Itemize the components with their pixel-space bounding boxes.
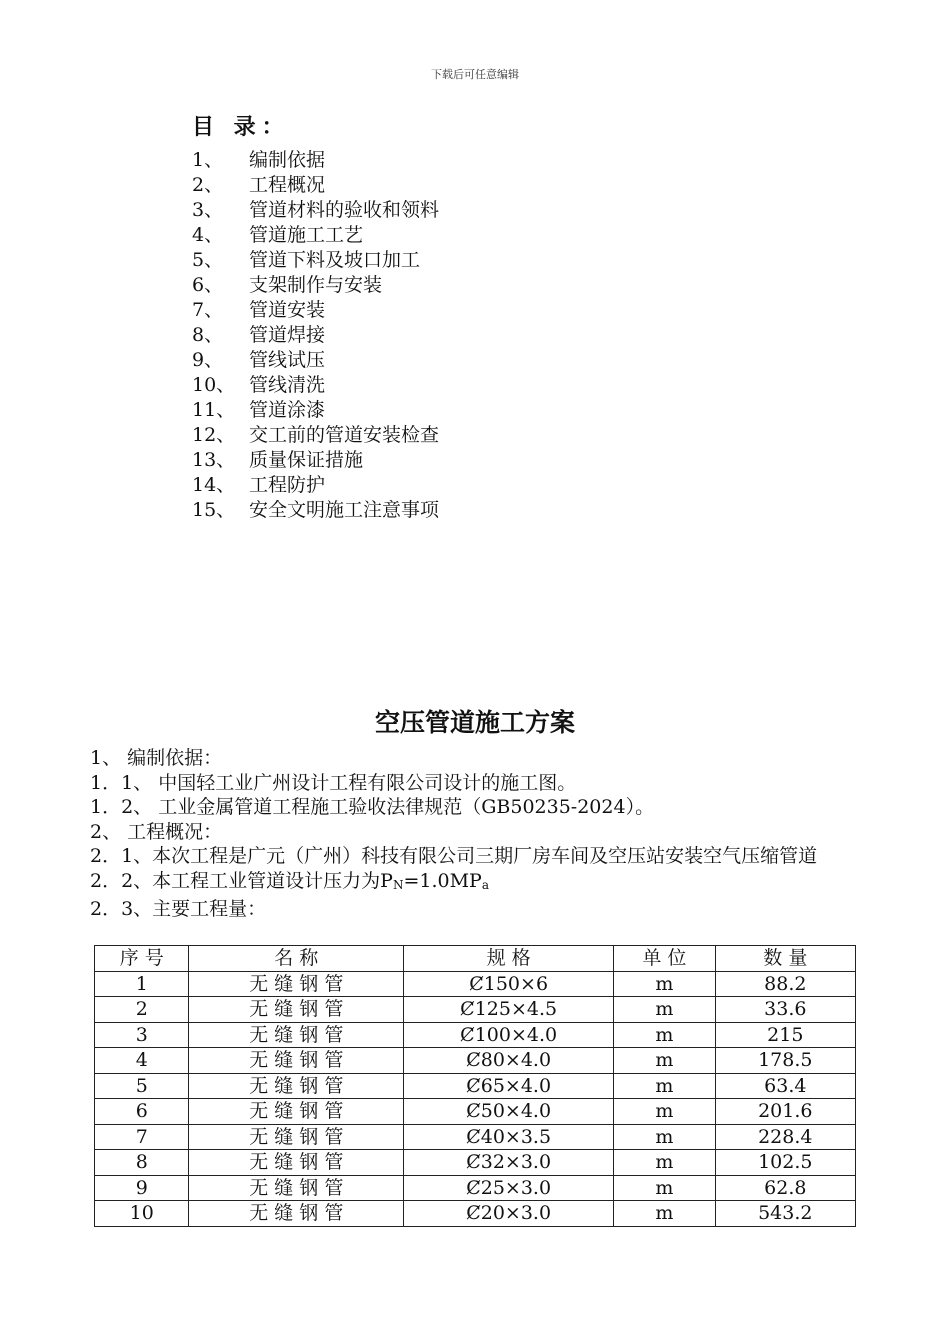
cell-unit: m [614, 1099, 715, 1125]
pressure-prefix: 2．2、本工程工业管道设计压力为P [90, 869, 393, 892]
cell-unit: m [614, 997, 715, 1023]
toc-item-number: 1、 [192, 149, 224, 171]
toc-item-text: 支架制作与安装 [249, 274, 383, 296]
header-note: 下载后可任意编辑 [431, 68, 519, 81]
cell-quantity: 63.4 [715, 1073, 855, 1099]
cell-index: 4 [95, 1048, 189, 1074]
column-header-quantity: 数 量 [715, 946, 855, 972]
cell-spec: Ȼ20×3.0 [404, 1201, 614, 1227]
cell-name: 无 缝 钢 管 [189, 1099, 404, 1125]
toc-item-number: 2、 [192, 174, 224, 196]
toc-list [192, 148, 439, 523]
paragraph-2-3: 2．3、主要工程量： [90, 898, 267, 920]
toc-item [192, 223, 439, 248]
cell-unit: m [614, 1124, 715, 1150]
toc-item-number: 5、 [192, 249, 224, 271]
section-heading-overview: 2、 工程概况： [90, 820, 223, 843]
cell-quantity: 178.5 [715, 1048, 855, 1074]
cell-unit: m [614, 1201, 715, 1227]
cell-quantity: 228.4 [715, 1124, 855, 1150]
toc-item-text: 管线试压 [249, 349, 326, 371]
cell-unit: m [614, 971, 715, 997]
toc-item-text: 编制依据 [249, 149, 326, 171]
cell-index: 1 [95, 971, 189, 997]
column-header-spec: 规 格 [404, 946, 614, 972]
toc-item-number: 8、 [192, 324, 224, 346]
toc-item-text: 管道涂漆 [249, 399, 326, 421]
pressure-value: =1.0MP [403, 869, 482, 892]
toc-item-number: 12、 [192, 424, 236, 446]
paragraph-2-1: 2．1、本次工程是广元（广州）科技有限公司三期厂房车间及空压站安装空气压缩管道 [90, 845, 818, 867]
toc-item-number: 7、 [192, 299, 224, 321]
cell-unit: m [614, 1022, 715, 1048]
quantity-table [94, 945, 856, 1227]
cell-name: 无 缝 钢 管 [189, 1175, 404, 1201]
toc-item [192, 198, 439, 223]
cell-index: 6 [95, 1099, 189, 1125]
cell-spec: Ȼ100×4.0 [404, 1022, 614, 1048]
toc-item-number: 10、 [192, 374, 236, 396]
toc-item [192, 448, 439, 473]
column-header-index: 序 号 [95, 946, 189, 972]
cell-unit: m [614, 1150, 715, 1176]
cell-unit: m [614, 1073, 715, 1099]
toc-item-text: 交工前的管道安装检查 [249, 424, 440, 446]
cell-index: 5 [95, 1073, 189, 1099]
toc-item [192, 273, 439, 298]
cell-name: 无 缝 钢 管 [189, 1073, 404, 1099]
cell-index: 2 [95, 997, 189, 1023]
toc-item-text: 管道焊接 [249, 324, 326, 346]
table-header-row [95, 946, 856, 972]
cell-name: 无 缝 钢 管 [189, 971, 404, 997]
column-header-unit: 单 位 [614, 946, 715, 972]
cell-name: 无 缝 钢 管 [189, 1150, 404, 1176]
toc-item [192, 423, 439, 448]
table-row [95, 1099, 856, 1125]
cell-quantity: 88.2 [715, 971, 855, 997]
cell-index: 3 [95, 1022, 189, 1048]
table-row [95, 1022, 856, 1048]
toc-item-text: 工程防护 [249, 474, 326, 496]
table-row [95, 1150, 856, 1176]
cell-index: 10 [95, 1201, 189, 1227]
cell-name: 无 缝 钢 管 [189, 1048, 404, 1074]
toc-item [192, 148, 439, 173]
document-body [90, 746, 860, 922]
cell-quantity: 102.5 [715, 1150, 855, 1176]
paragraph-1-2: 1．2、 工业金属管道工程施工验收法律规范（GB50235-2024）。 [90, 796, 655, 818]
pressure-subscript-n: N [392, 877, 404, 892]
table-row [95, 1201, 856, 1227]
cell-spec: Ȼ80×4.0 [404, 1048, 614, 1074]
toc-item-number: 14、 [192, 474, 236, 496]
toc-item [192, 323, 439, 348]
cell-name: 无 缝 钢 管 [189, 1022, 404, 1048]
cell-spec: Ȼ50×4.0 [404, 1099, 614, 1125]
column-header-name: 名 称 [189, 946, 404, 972]
cell-spec: Ȼ65×4.0 [404, 1073, 614, 1099]
toc-item-number: 9、 [192, 349, 224, 371]
table-row [95, 1048, 856, 1074]
toc-item-text: 工程概况 [249, 174, 326, 196]
cell-quantity: 33.6 [715, 997, 855, 1023]
toc-item [192, 473, 439, 498]
cell-spec: Ȼ40×3.5 [404, 1124, 614, 1150]
cell-spec: Ȼ32×3.0 [404, 1150, 614, 1176]
toc-item-number: 11、 [192, 399, 236, 421]
paragraph-1-1: 1．1、 中国轻工业广州设计工程有限公司设计的施工图。 [90, 771, 577, 794]
toc-item-number: 4、 [192, 224, 224, 246]
cell-spec: Ȼ25×3.0 [404, 1175, 614, 1201]
table-row [95, 1175, 856, 1201]
cell-index: 7 [95, 1124, 189, 1150]
cell-quantity: 62.8 [715, 1175, 855, 1201]
toc-item [192, 248, 439, 273]
cell-unit: m [614, 1048, 715, 1074]
toc-item-text: 管道施工工艺 [249, 224, 364, 246]
toc-item [192, 173, 439, 198]
toc-item-text: 管道安装 [249, 299, 326, 321]
cell-spec: Ȼ125×4.5 [404, 997, 614, 1023]
toc-item [192, 348, 439, 373]
toc-item [192, 298, 439, 323]
table-row [95, 997, 856, 1023]
cell-quantity: 543.2 [715, 1201, 855, 1227]
cell-spec: Ȼ150×6 [404, 971, 614, 997]
document-title: 空压管道施工方案 [374, 708, 575, 737]
toc-item [192, 498, 439, 523]
cell-name: 无 缝 钢 管 [189, 997, 404, 1023]
toc-title: 目 录： [192, 115, 290, 140]
cell-index: 9 [95, 1175, 189, 1201]
toc-item-number: 15、 [192, 499, 236, 521]
table-row [95, 971, 856, 997]
cell-quantity: 201.6 [715, 1099, 855, 1125]
toc-item-number: 6、 [192, 274, 224, 296]
toc-item-text: 质量保证措施 [249, 449, 364, 471]
toc-item-text: 管道下料及坡口加工 [249, 249, 421, 271]
pressure-subscript-a: a [481, 877, 489, 892]
toc-item-number: 3、 [192, 199, 224, 221]
toc-item [192, 398, 439, 423]
toc-item-text: 安全文明施工注意事项 [249, 499, 440, 521]
toc-item-number: 13、 [192, 449, 236, 471]
toc-item-text: 管线清洗 [249, 374, 326, 396]
table-row [95, 1073, 856, 1099]
cell-quantity: 215 [715, 1022, 855, 1048]
toc-item-text: 管道材料的验收和领料 [249, 199, 440, 221]
section-heading-basis: 1、 编制依据： [90, 747, 223, 769]
table-row [95, 1124, 856, 1150]
cell-index: 8 [95, 1150, 189, 1176]
cell-name: 无 缝 钢 管 [189, 1124, 404, 1150]
toc-item [192, 373, 439, 398]
cell-unit: m [614, 1175, 715, 1201]
cell-name: 无 缝 钢 管 [189, 1201, 404, 1227]
paragraph-2-2 [90, 869, 860, 898]
